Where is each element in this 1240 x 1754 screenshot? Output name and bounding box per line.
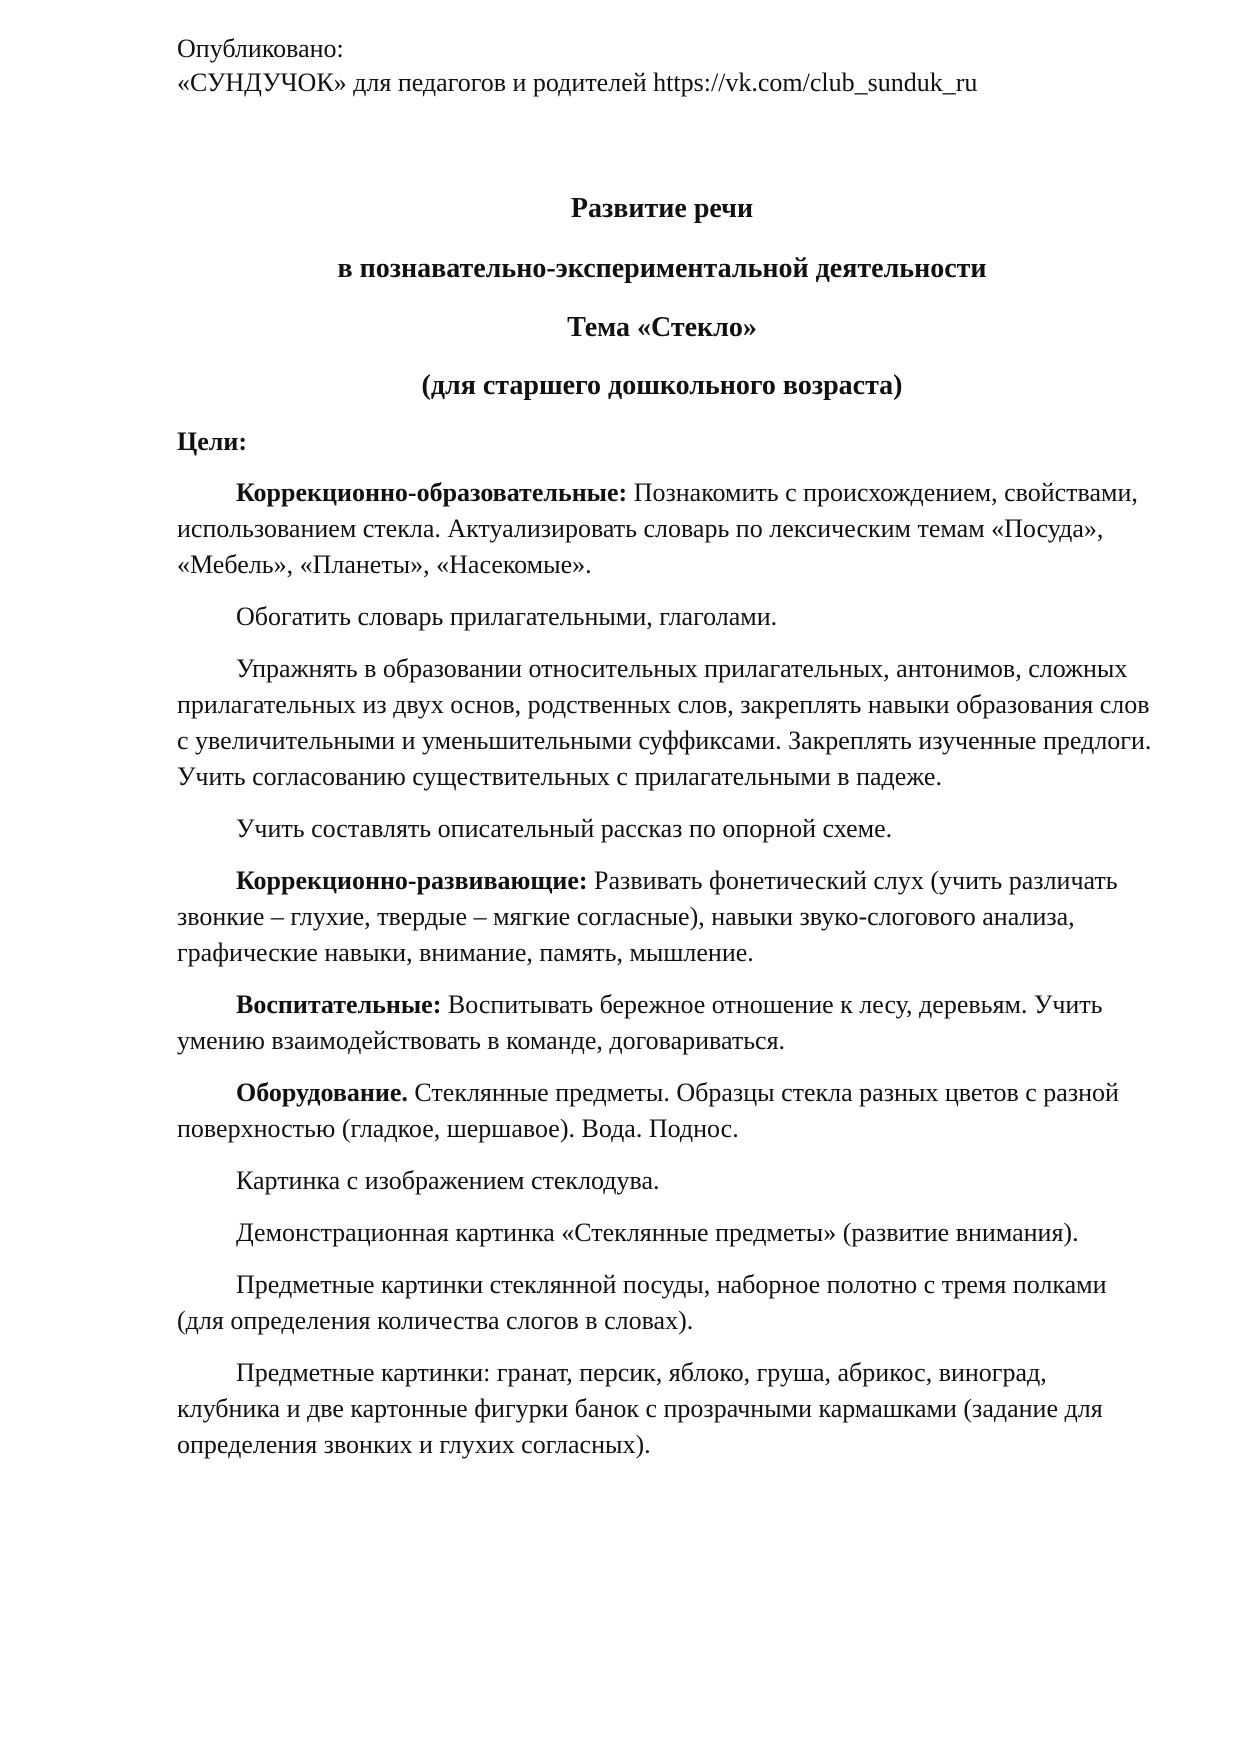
paragraph <box>177 811 1152 847</box>
topic-title: Тема «Стекло» <box>567 312 757 343</box>
published-label: Опубликовано: <box>177 34 344 63</box>
paragraph-text: Стеклянные предметы. Образцы стекла разных цветов с разной поверхностью (гладкое, шершавое). Вода. Поднос. <box>177 1078 1119 1143</box>
paragraph <box>177 1267 1152 1339</box>
paragraph-lead: Коррекционно-образовательные: <box>236 478 628 507</box>
document-body <box>177 475 1152 1479</box>
paragraph <box>177 599 1152 635</box>
paragraph-text: Предметные картинки стеклянной посуды, наборное полотно с тремя полками (для определения количества слогов в словах). <box>177 1270 1107 1335</box>
publication-header <box>177 32 977 100</box>
paragraph-correctional-developmental <box>177 863 1152 971</box>
paragraph-educational <box>177 987 1152 1059</box>
paragraph-text: Воспитывать бережное отношение к лесу, деревьям. Учить умению взаимодействовать в команде, договариваться. <box>177 990 1103 1055</box>
paragraph-correctional-educational <box>177 475 1152 583</box>
paragraph-text: Развивать фонетический слух (учить различать звонкие – глухие, твердые – мягкие согласные), навыки звуко-слогового анализа, графические навыки, внимание, память, мышление. <box>177 866 1118 967</box>
paragraph-text: Демонстрационная картинка «Стеклянные предметы» (развитие внимания). <box>236 1218 1079 1247</box>
goals-heading: Цели: <box>177 427 247 456</box>
publisher-line: «СУНДУЧОК» для педагогов и родителей https://vk.com/club_sunduk_ru <box>177 68 978 97</box>
paragraph-lead: Оборудование. <box>236 1078 408 1107</box>
paragraph-equipment <box>177 1075 1152 1147</box>
paragraph-lead: Воспитательные: <box>236 990 442 1019</box>
paragraph <box>177 651 1152 795</box>
paragraph-lead: Коррекционно-развивающие: <box>236 866 588 895</box>
paragraph-text: Предметные картинки: гранат, персик, яблоко, груша, абрикос, виноград, клубника и две картонные фигурки банок с прозрачными кармашками (задание для определения звонких и глухих согласных). <box>177 1358 1103 1459</box>
title-line-1: Развитие речи <box>570 193 754 224</box>
paragraph-text: Обогатить словарь прилагательными, глаголами. <box>236 602 778 631</box>
paragraph-text: Учить составлять описательный рассказ по опорной схеме. <box>236 814 893 843</box>
paragraph <box>177 1355 1152 1463</box>
paragraph-text: Упражнять в образовании относительных прилагательных, антонимов, сложных прилагательных из двух основ, родственных слов, закреплять навыки образования слов с увеличительными и уменьшительными суффиксами. Закреплять изученные предлоги. Учить согласованию существительных с прилагательными в падеже. <box>177 654 1152 791</box>
paragraph <box>177 1215 1152 1251</box>
paragraph-text: Познакомить с происхождением, свойствами, использованием стекла. Актуализировать словарь по лексическим темам «Посуда», «Мебель», «Планеты», «Насекомые». <box>177 478 1138 579</box>
title-line-2: в познавательно-экспериментальной деятельности <box>337 253 987 284</box>
paragraph <box>177 1163 1152 1199</box>
age-subtitle: (для старшего дошкольного возраста) <box>421 370 903 401</box>
paragraph-text: Картинка с изображением стеклодува. <box>236 1166 660 1195</box>
